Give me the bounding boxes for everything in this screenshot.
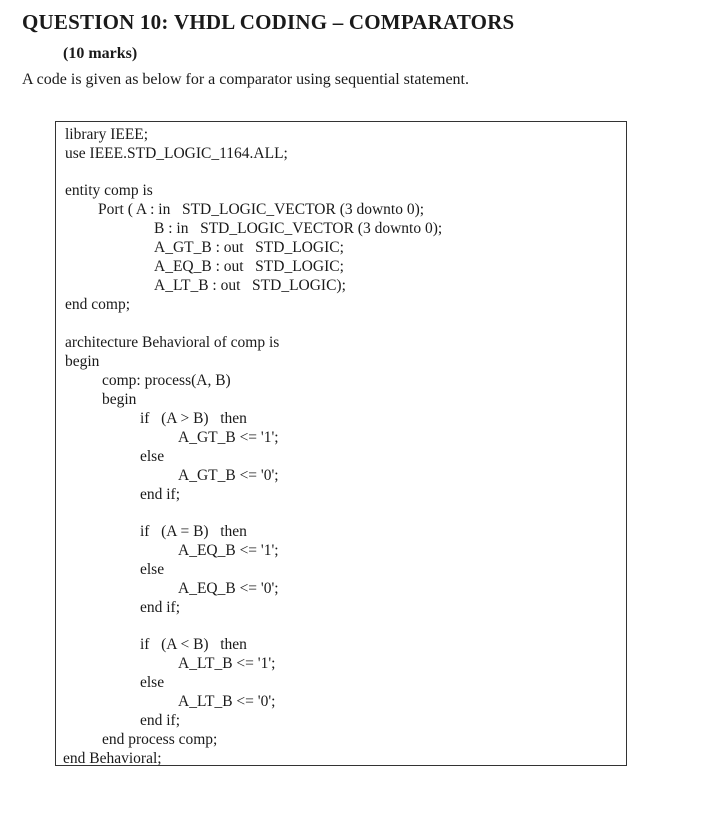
code-line: A_GT_B <= '0'; <box>178 467 279 484</box>
code-line: end if; <box>140 712 181 729</box>
code-line: A_EQ_B <= '0'; <box>178 580 279 597</box>
code-line: end process comp; <box>102 731 218 748</box>
code-line: entity comp is <box>65 182 153 199</box>
code-line: B : in STD_LOGIC_VECTOR (3 downto 0); <box>154 220 443 237</box>
code-line: A_GT_B : out STD_LOGIC; <box>154 239 344 256</box>
question-number: QUESTION 10: <box>22 10 169 34</box>
code-line: end if; <box>140 486 181 503</box>
code-box <box>55 121 627 766</box>
code-line: use IEEE.STD_LOGIC_1164.ALL; <box>65 145 288 162</box>
code-line: end comp; <box>65 296 130 313</box>
code-line: if (A = B) then <box>140 523 247 540</box>
code-line: architecture Behavioral of comp is <box>65 334 280 351</box>
code-line: else <box>140 448 165 465</box>
code-line: A_LT_B <= '1'; <box>178 655 276 672</box>
code-line: begin <box>102 391 137 408</box>
code-line: library IEEE; <box>65 126 149 143</box>
code-line: A_LT_B <= '0'; <box>178 693 276 710</box>
code-line: end Behavioral; <box>63 750 162 767</box>
code-line: if (A < B) then <box>140 636 247 653</box>
code-line: begin <box>65 353 100 370</box>
marks-label: (10 marks) <box>63 45 138 62</box>
code-line: A_EQ_B <= '1'; <box>178 542 279 559</box>
code-line: end if; <box>140 599 181 616</box>
code-line: A_EQ_B : out STD_LOGIC; <box>154 258 344 275</box>
intro-text: A code is given as below for a comparator using sequential statement. <box>22 71 469 88</box>
code-line: else <box>140 674 165 691</box>
code-line: A_LT_B : out STD_LOGIC); <box>154 277 346 294</box>
code-line: if (A > B) then <box>140 410 247 427</box>
question-title: VHDL CODING – COMPARATORS <box>174 10 515 34</box>
code-line: A_GT_B <= '1'; <box>178 429 279 446</box>
code-line: comp: process(A, B) <box>102 372 231 389</box>
code-line: Port ( A : in STD_LOGIC_VECTOR (3 downto 0); <box>98 201 425 218</box>
code-line: else <box>140 561 165 578</box>
question-heading <box>22 10 515 35</box>
